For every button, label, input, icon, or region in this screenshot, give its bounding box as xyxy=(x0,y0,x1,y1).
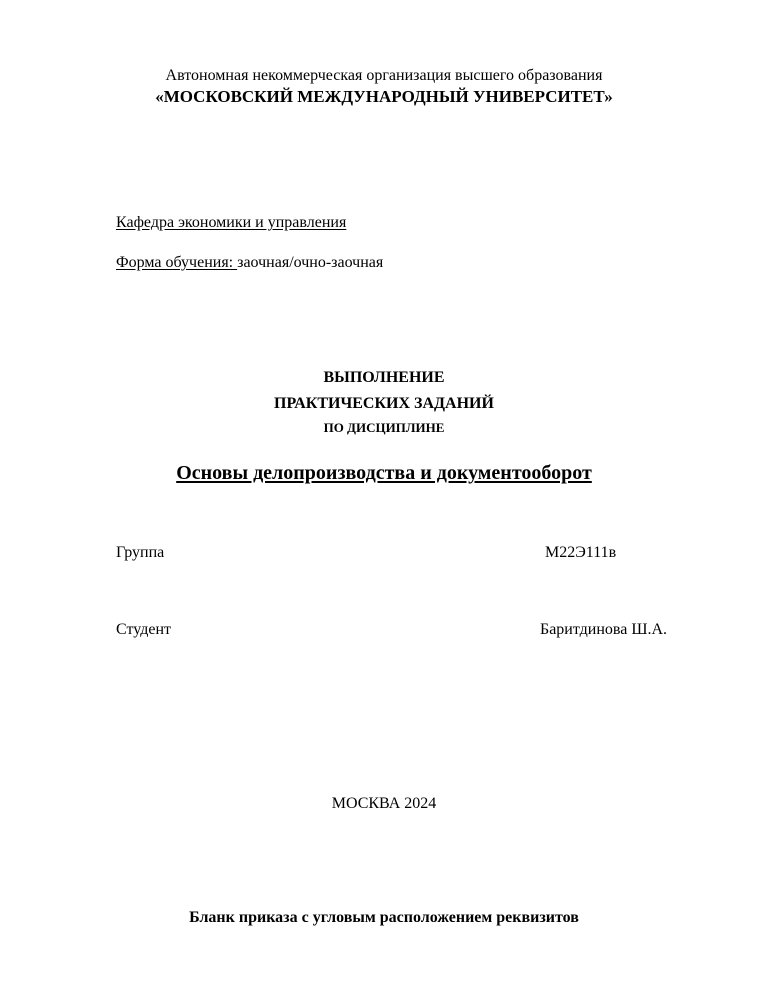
title-line-3: ПО ДИСЦИПЛИНЕ xyxy=(323,420,445,435)
title-line-2: ПРАКТИЧЕСКИХ ЗАДАНИЙ xyxy=(274,395,494,412)
city-year: МОСКВА 2024 xyxy=(331,795,437,812)
organization-line-1: Автономная некоммерческая организация высшего образования xyxy=(165,67,603,84)
discipline-name: Основы делопроизводства и документооборот xyxy=(176,462,592,484)
study-form xyxy=(116,255,383,271)
student-value: Баритдинова Ш.А. xyxy=(540,621,668,638)
group-value: М22Э111в xyxy=(545,544,617,561)
student-label: Студент xyxy=(116,621,172,638)
study-form-value: заочная/очно-заочная xyxy=(237,254,384,271)
study-form-label: Форма обучения: xyxy=(116,254,238,271)
university-name: «МОСКОВСКИЙ МЕЖДУНАРОДНЫЙ УНИВЕРСИТЕТ» xyxy=(155,87,613,106)
section-heading: Бланк приказа с угловым расположением реквизитов xyxy=(189,909,579,926)
title-line-1: ВЫПОЛНЕНИЕ xyxy=(323,369,445,386)
group-label: Группа xyxy=(116,544,165,561)
department: Кафедра экономики и управления xyxy=(116,214,347,231)
